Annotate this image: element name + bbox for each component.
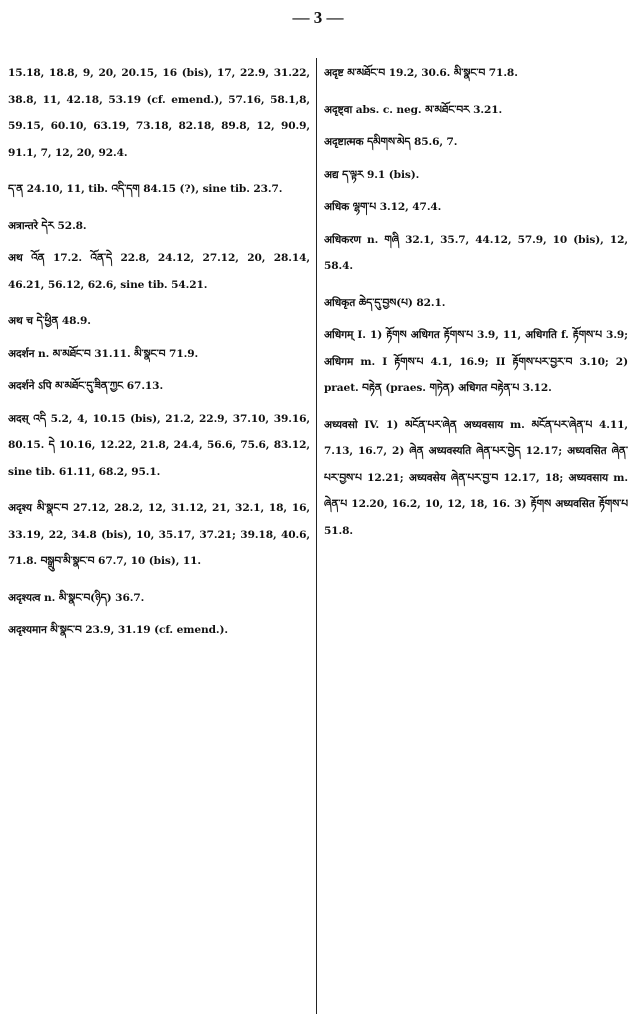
entry-adas: अदस् འདི 5.2, 4, 10.15 (bis), 21.2, 22.9, 37.10, 39.16, 80.15. དེ 10.16, 12.22, 21.8, 24.4, 56.6, 75.6, 83.12, sine tib. 61.11, 68.2, 95.1.: [8, 412, 310, 478]
entry-adhikrita: अधिकृत ཆེད་དུ་བྱས(པ) 82.1.: [324, 296, 446, 309]
entry-adhikarana: अधिकरण n. གཞི 32.1, 35.7, 44.12, 57.9, 10 (bis), 12, 58.4.: [324, 233, 628, 272]
entry-adrishyatva: अदृश्यत्व n. མི་སྣང་བ(ཉིད) 36.7.: [8, 591, 145, 604]
entry-adarshana: अदर्शन n. མ་མཐོང་བ 31.11. མི་སྣང་བ 71.9.: [8, 347, 199, 360]
entry-atha-ca: अथ च དེ་ཕྱིན 48.9.: [8, 315, 91, 327]
entry-da-na: ད་ན 24.10, 11, tib. འདི་དག 84.15 (?), sine tib. 23.7.: [8, 183, 283, 195]
entry-adrishta: अदृष्ट མ་མཐོང་བ 19.2, 30.6. མི་སྣང་བ 71.8.: [324, 67, 518, 79]
entry-adarshane-pi: अदर्शने ऽपि མ་མཐོང་དུ་ཟིན་ཀྱང 67.13.: [8, 380, 164, 392]
page-number: — 3 —: [292, 8, 344, 27]
entry-adhyavaso: अध्यवसो IV. 1) མངོན་པར་ཞེན अध्यवसाय m. མངོན་པར་ཞེན་པ 4.11, 7.13, 16.7, 2) ཞེན अध्यवस्यति ཞེན་པར་བྱེད 12.17; अध्यवसित ཞེན་པར་བྱས་པ 12.21; अध्यवसेय ཞེན་པར་བྱ་བ 12.17, 18; अध्यवसाय m. ཞེན་པ 12.20, 16.2, 10, 12, 18, 16. 3) རྟོགས अध्यवसित རྟོགས་པ 51.8.: [324, 418, 628, 537]
entry-adrishtva: अदृष्ट्वा abs. c. neg. མ་མཐོང་བར 3.21.: [324, 103, 503, 116]
entry-atrantare: अत्रान्तरे དེར 52.8.: [8, 219, 87, 232]
entry-adya: अद्य ད་ལྟར 9.1 (bis).: [324, 168, 420, 181]
entry-atha: अथ འོན 17.2. འོན་དེ 22.8, 24.12, 27.12, 20, 28.14, 46.21, 56.12, 62.6, sine tib. 54.21.: [8, 252, 310, 291]
entry-adhika: अधिक ལྷག་པ 3.12, 47.4.: [324, 201, 442, 213]
entry-continuation: 15.18, 18.8, 9, 20, 20.15, 16 (bis), 17, 22.9, 31.22, 38.8, 11, 42.18, 53.19 (cf. emend.), 57.16, 58.1,8, 59.15, 60.10, 63.19, 73.18, 82.18, 89.8, 12, 90.9, 91.1, 7, 12, 20, 92.4.: [8, 67, 310, 159]
entry-adrishya: अदृश्य མི་སྣང་བ 27.12, 28.2, 12, 31.12, 21, 32.1, 18, 16, 33.19, 22, 34.8 (bis), 10, 35.17, 37.21; 39.18, 40.6, 71.8. བསྒྲུབ་མི་སྣང་བ 67.7, 10 (bis), 11.: [8, 502, 310, 567]
entry-adhigam: अधिगम् I. 1) རྟོགས अधिगत རྟོགས་པ 3.9, 11, अधिगति f. རྟོགས་པ 3.9; अधिगम m. I རྟོགས་པ 4.1, 16.9; II རྟོགས་པར་བྱར་བ 3.10; 2) praet. བརྟེན (praes. གཏེན) अधिगत བརྟེན་པ 3.12.: [324, 329, 628, 394]
entry-adrishyamana: अदृश्यमान མི་སྣང་བ 23.9, 31.19 (cf. emend.).: [8, 624, 228, 636]
right-column: [324, 60, 628, 1010]
left-column: [8, 60, 310, 1010]
column-divider: [316, 58, 317, 1014]
entry-adrishtatmaka: अदृष्टात्मक དམིགས་མེད 85.6, 7.: [324, 136, 458, 148]
